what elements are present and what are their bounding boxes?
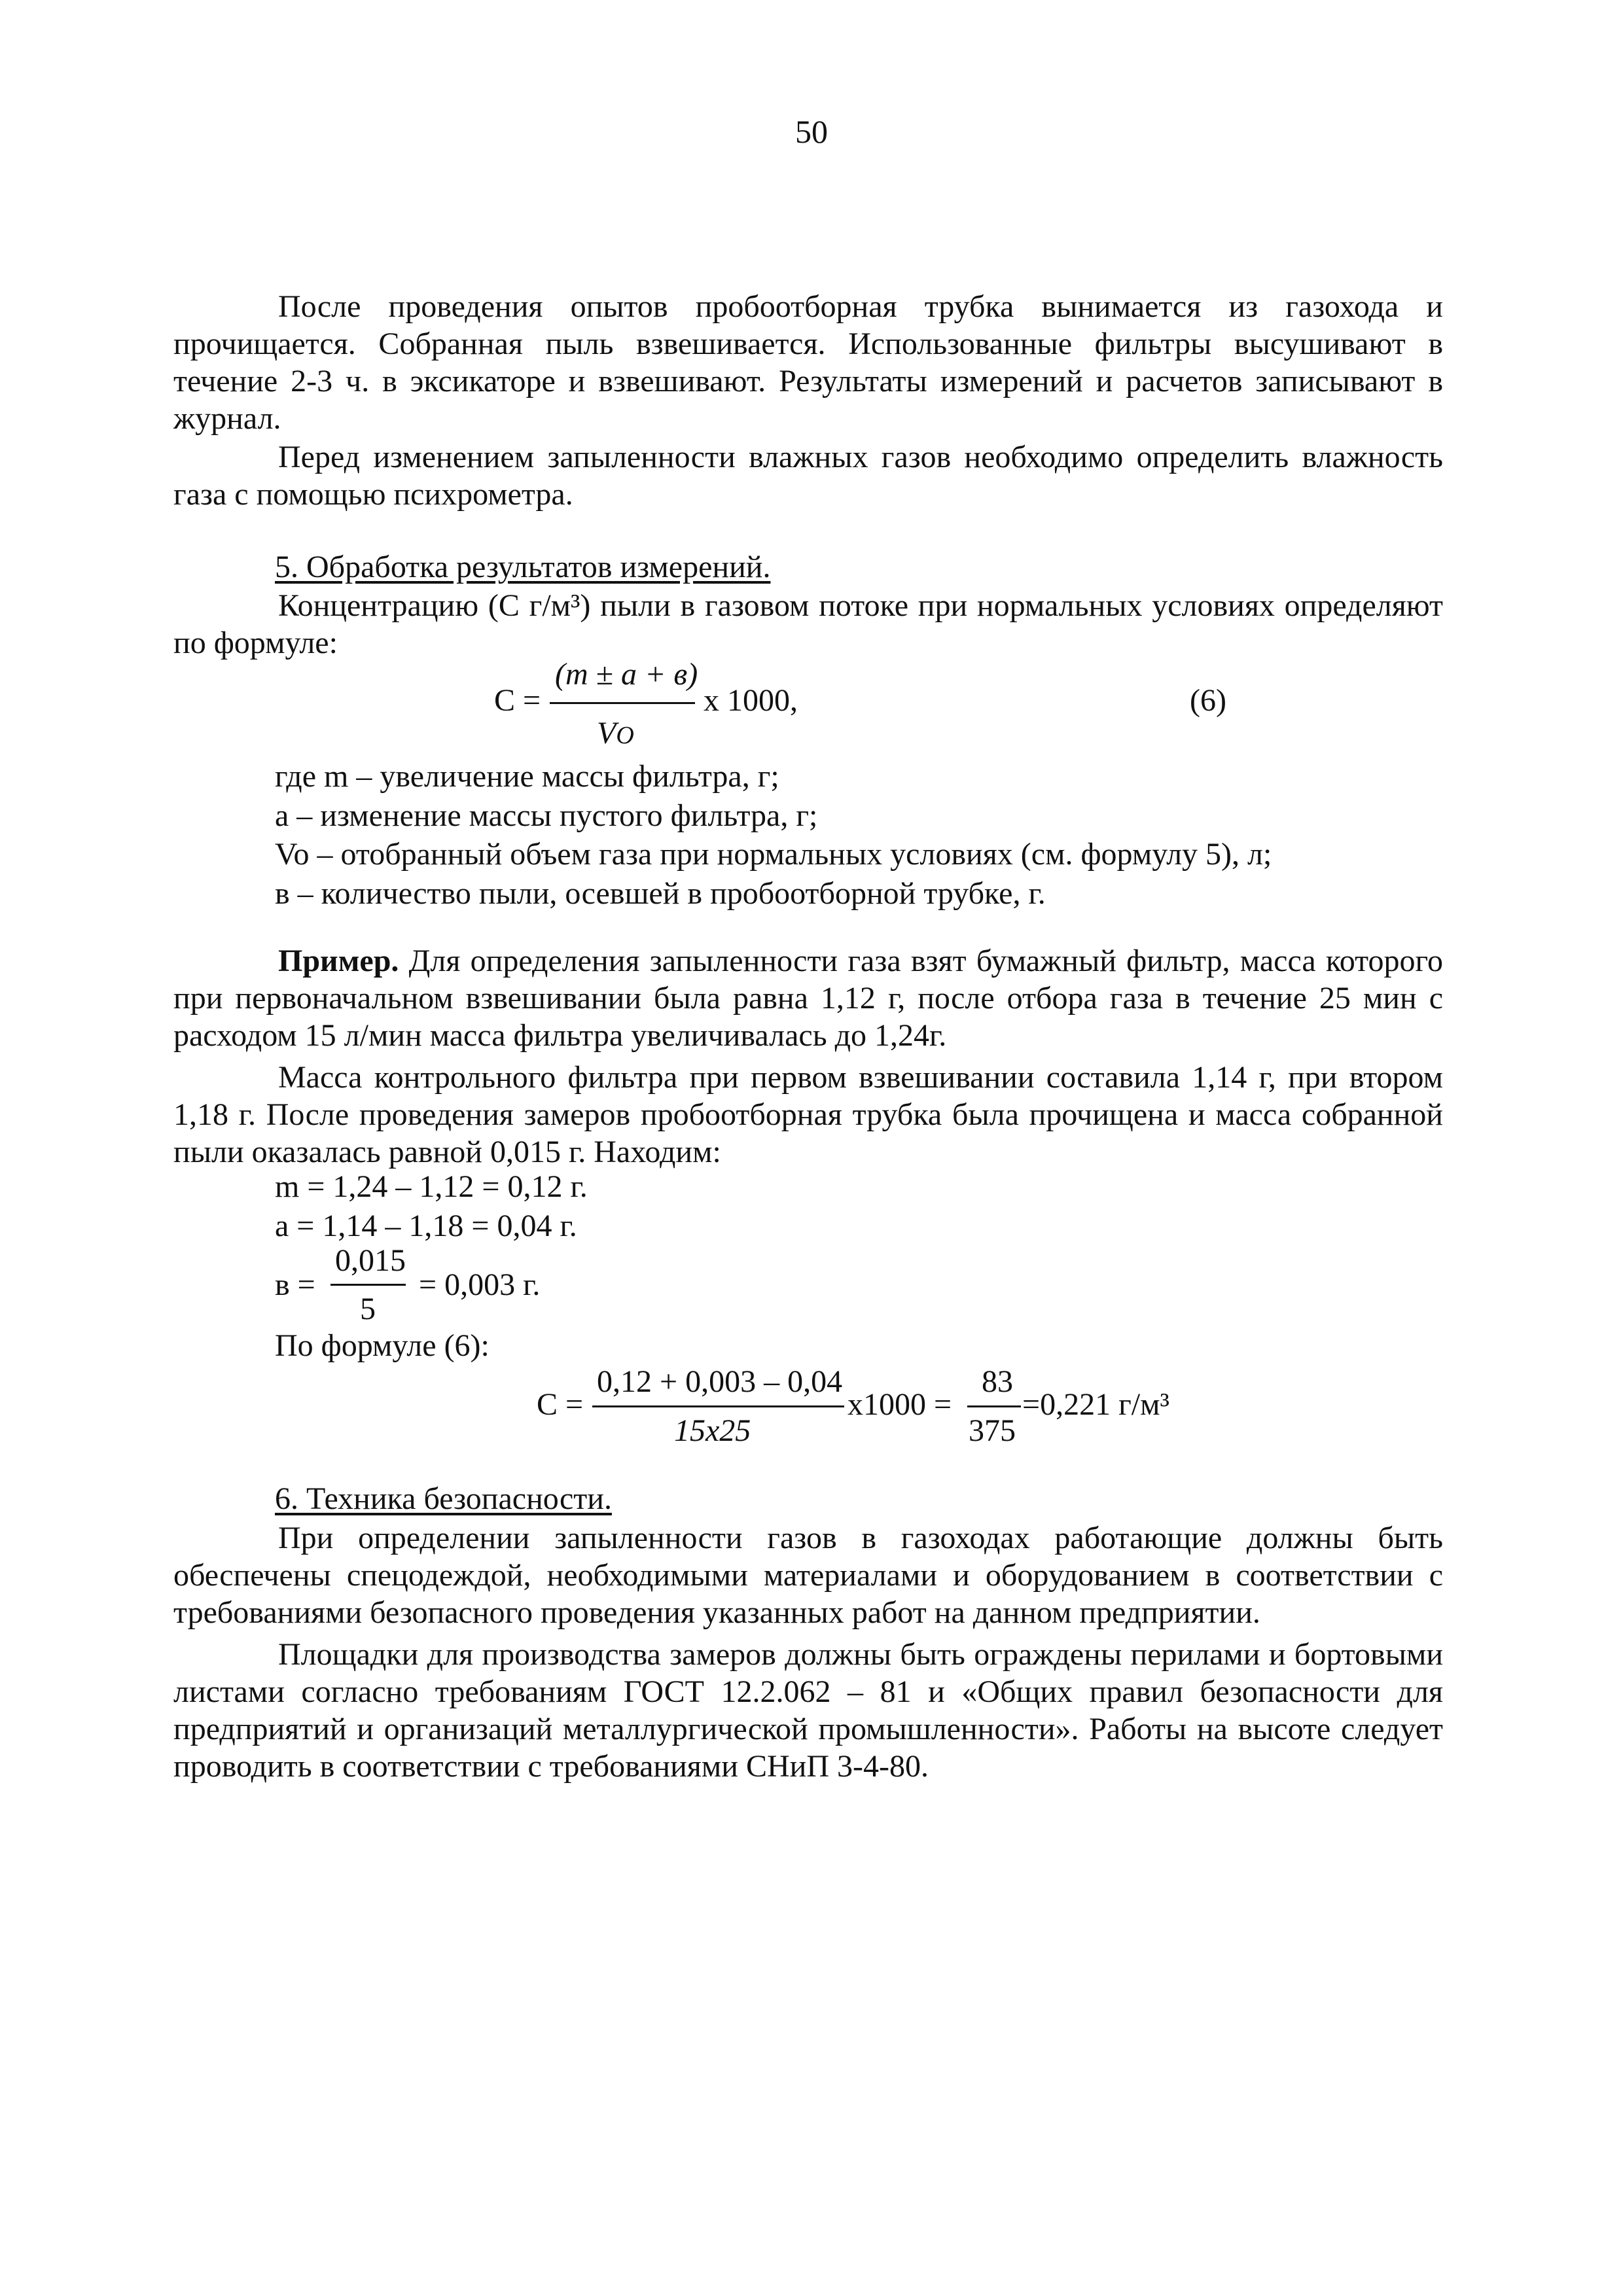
formula-6-denominator-sub: O	[616, 722, 634, 749]
calc-v-numerator: 0,015	[335, 1243, 406, 1278]
final-formula-numerator-1: 0,12 + 0,003 – 0,04	[597, 1364, 843, 1399]
calc-v-rhs: = 0,003 г.	[419, 1267, 541, 1302]
paragraph-humidity: Перед изменением запыленности влажных газов необходимо определить влажность газа с помощью психрометра.	[173, 440, 1443, 512]
section-6-heading: 6. Техника безопасности.	[275, 1481, 612, 1516]
final-formula-fraction-bar-2	[967, 1405, 1021, 1407]
definition-v: в – количество пыли, осевшей в пробоотборной трубке, г.	[275, 876, 1046, 911]
example-text: Для определения запыленности газа взят бумажный фильтр, масса которого при первоначальном взвешивании была равна 1,12 г, после отбора газа в течение 25 мин с расходом 15 л/мин масса фильтра увеличивалась до 1,24г.	[173, 944, 1443, 1053]
paragraph-safety-equipment: При определении запыленности газов в газоходах работающие должны быть обеспечены спецодеждой, необходимыми материалами и оборудованием в соответствии с требованиями безопасного проведения указанных работ на данном предприятии.	[173, 1521, 1443, 1630]
calc-by-formula: По формуле (6):	[275, 1328, 490, 1363]
definition-m: где m – увеличение массы фильтра, г;	[275, 759, 779, 794]
formula-6-lhs: С =	[494, 683, 541, 718]
calc-v-fraction-bar	[330, 1284, 406, 1286]
final-formula-fraction-bar-1	[592, 1405, 844, 1407]
paragraph-example	[173, 942, 1443, 1054]
final-formula-lhs: С =	[537, 1387, 584, 1422]
definition-vo: Vo – отобранный объем газа при нормальных условиях (см. формулу 5), л;	[275, 837, 1272, 872]
calc-m: m = 1,24 – 1,12 = 0,12 г.	[275, 1169, 588, 1204]
calc-v-lhs: в =	[275, 1267, 315, 1302]
formula-6-number: (6)	[1190, 683, 1226, 718]
formula-6-fraction-bar	[550, 702, 695, 704]
paragraph-after-experiments: После проведения опытов пробоотборная трубка вынимается из газохода и прочищается. Собранная пыль взвешивается. Использованные фильтры высушивают в течение 2-3 ч. в эксикаторе и взвешивают. Результаты измерений и расчетов записывают в журнал.	[173, 289, 1443, 436]
final-formula-denominator-2: 375	[969, 1413, 1016, 1448]
page-number: 50	[795, 113, 828, 150]
formula-6-denominator-v: V	[597, 716, 616, 751]
paragraph-concentration: Концентрацию (С г/м³) пыли в газовом потоке при нормальных условиях определяют по формуле:	[173, 588, 1443, 660]
formula-6-denominator	[597, 715, 634, 754]
formula-6-numerator: (m ± a + в)	[555, 657, 698, 692]
paragraph-safety-platforms: Площадки для производства замеров должны быть ограждены перилами и бортовыми листами согласно требованиям ГОСТ 12.2.062 – 81 и «Общих правил безопасности для предприятий и организаций металлургической промышленности». Работы на высоте следует проводить в соответствии с требованиями СНиП 3-4-80.	[173, 1637, 1443, 1784]
calc-a: а = 1,14 – 1,18 = 0,04 г.	[275, 1209, 577, 1243]
final-formula-numerator-2: 83	[982, 1364, 1013, 1399]
final-formula-result: =0,221 г/м³	[1022, 1387, 1169, 1422]
final-formula-denominator-1: 15х25	[674, 1413, 751, 1448]
calc-v-denominator: 5	[360, 1292, 376, 1326]
final-formula-mid: х1000 =	[847, 1387, 952, 1422]
example-label: Пример.	[278, 944, 399, 978]
paragraph-control-filter: Масса контрольного фильтра при первом взвешивании составила 1,14 г, при втором 1,18 г. После проведения замеров пробоотборная трубка была прочищена и масса собранной пыли оказалась равной 0,015 г. Находим:	[173, 1060, 1443, 1169]
formula-6-tail: х 1000,	[704, 683, 798, 718]
section-5-heading: 5. Обработка результатов измерений.	[275, 550, 771, 584]
definition-a: а – изменение массы пустого фильтра, г;	[275, 798, 818, 833]
